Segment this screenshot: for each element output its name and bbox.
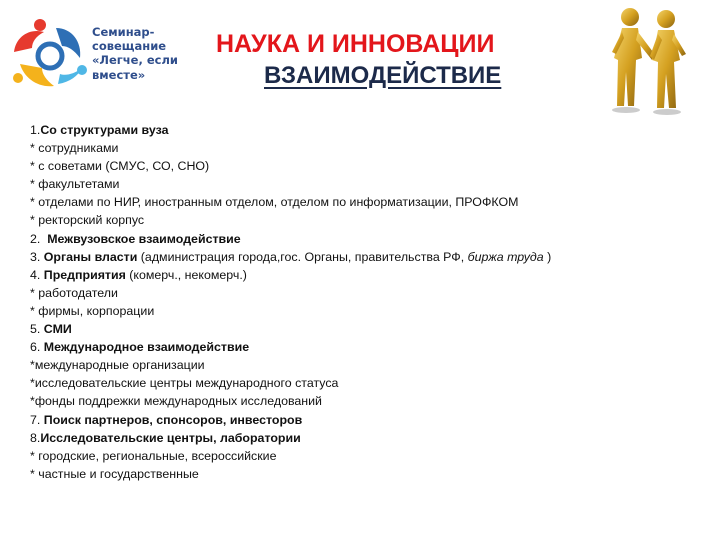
logo-line-1: Семинар- xyxy=(92,25,155,39)
list-item: * фирмы, корпорации xyxy=(30,303,155,318)
seminar-logo xyxy=(10,18,190,92)
list-item: *исследовательские центры международного статуса xyxy=(30,376,339,391)
content-list xyxy=(30,121,700,483)
handshake-icon xyxy=(604,2,704,120)
logo-text xyxy=(92,25,192,82)
page-subtitle: ВЗАИМОДЕЙСТВИЕ xyxy=(264,62,502,89)
list-item: 1.Со структурами вуза xyxy=(30,123,169,137)
list-item: * ректорский корпус xyxy=(30,213,145,228)
list-item: * городские, региональные, всероссийские xyxy=(30,448,277,463)
list-item: * отделами по НИР, иностранным отделом, отделом по информатизации, ПРОФКОМ xyxy=(30,195,519,210)
list-item: * частные и государственные xyxy=(30,466,199,481)
page-title: НАУКА И ИННОВАЦИИ xyxy=(216,30,495,58)
list-item: 3. Органы власти (администрация города,гос. Органы, правительства РФ, биржа труда ) xyxy=(30,249,552,264)
list-item: * с советами (СМУС, СО, СНО) xyxy=(30,159,210,174)
list-item: 6. Международное взаимодействие xyxy=(30,340,250,355)
list-item: 2. Межвузовское взаимодействие xyxy=(30,231,241,246)
list-item: * факультетами xyxy=(30,177,120,192)
list-item: 7. Поиск партнеров, спонсоров, инвесторов xyxy=(30,412,303,427)
list-item: * сотрудниками xyxy=(30,141,119,156)
list-item: * работодатели xyxy=(30,285,118,300)
logo-emblem-icon xyxy=(10,18,90,92)
list-item: 5. СМИ xyxy=(30,322,72,337)
logo-line-3: «Легче, если xyxy=(92,53,178,68)
logo-line-2: совещание xyxy=(92,39,167,54)
logo-line-4: вместе» xyxy=(92,67,146,82)
list-item: *международные организации xyxy=(30,358,205,373)
list-item: 8.Исследовательские центры, лаборатории xyxy=(30,430,301,445)
handshake-figures-image xyxy=(604,2,704,120)
list-item: 4. Предприятия (комерч., некомерч.) xyxy=(30,267,247,282)
list-item: *фонды поддрежки международных исследований xyxy=(30,394,322,409)
